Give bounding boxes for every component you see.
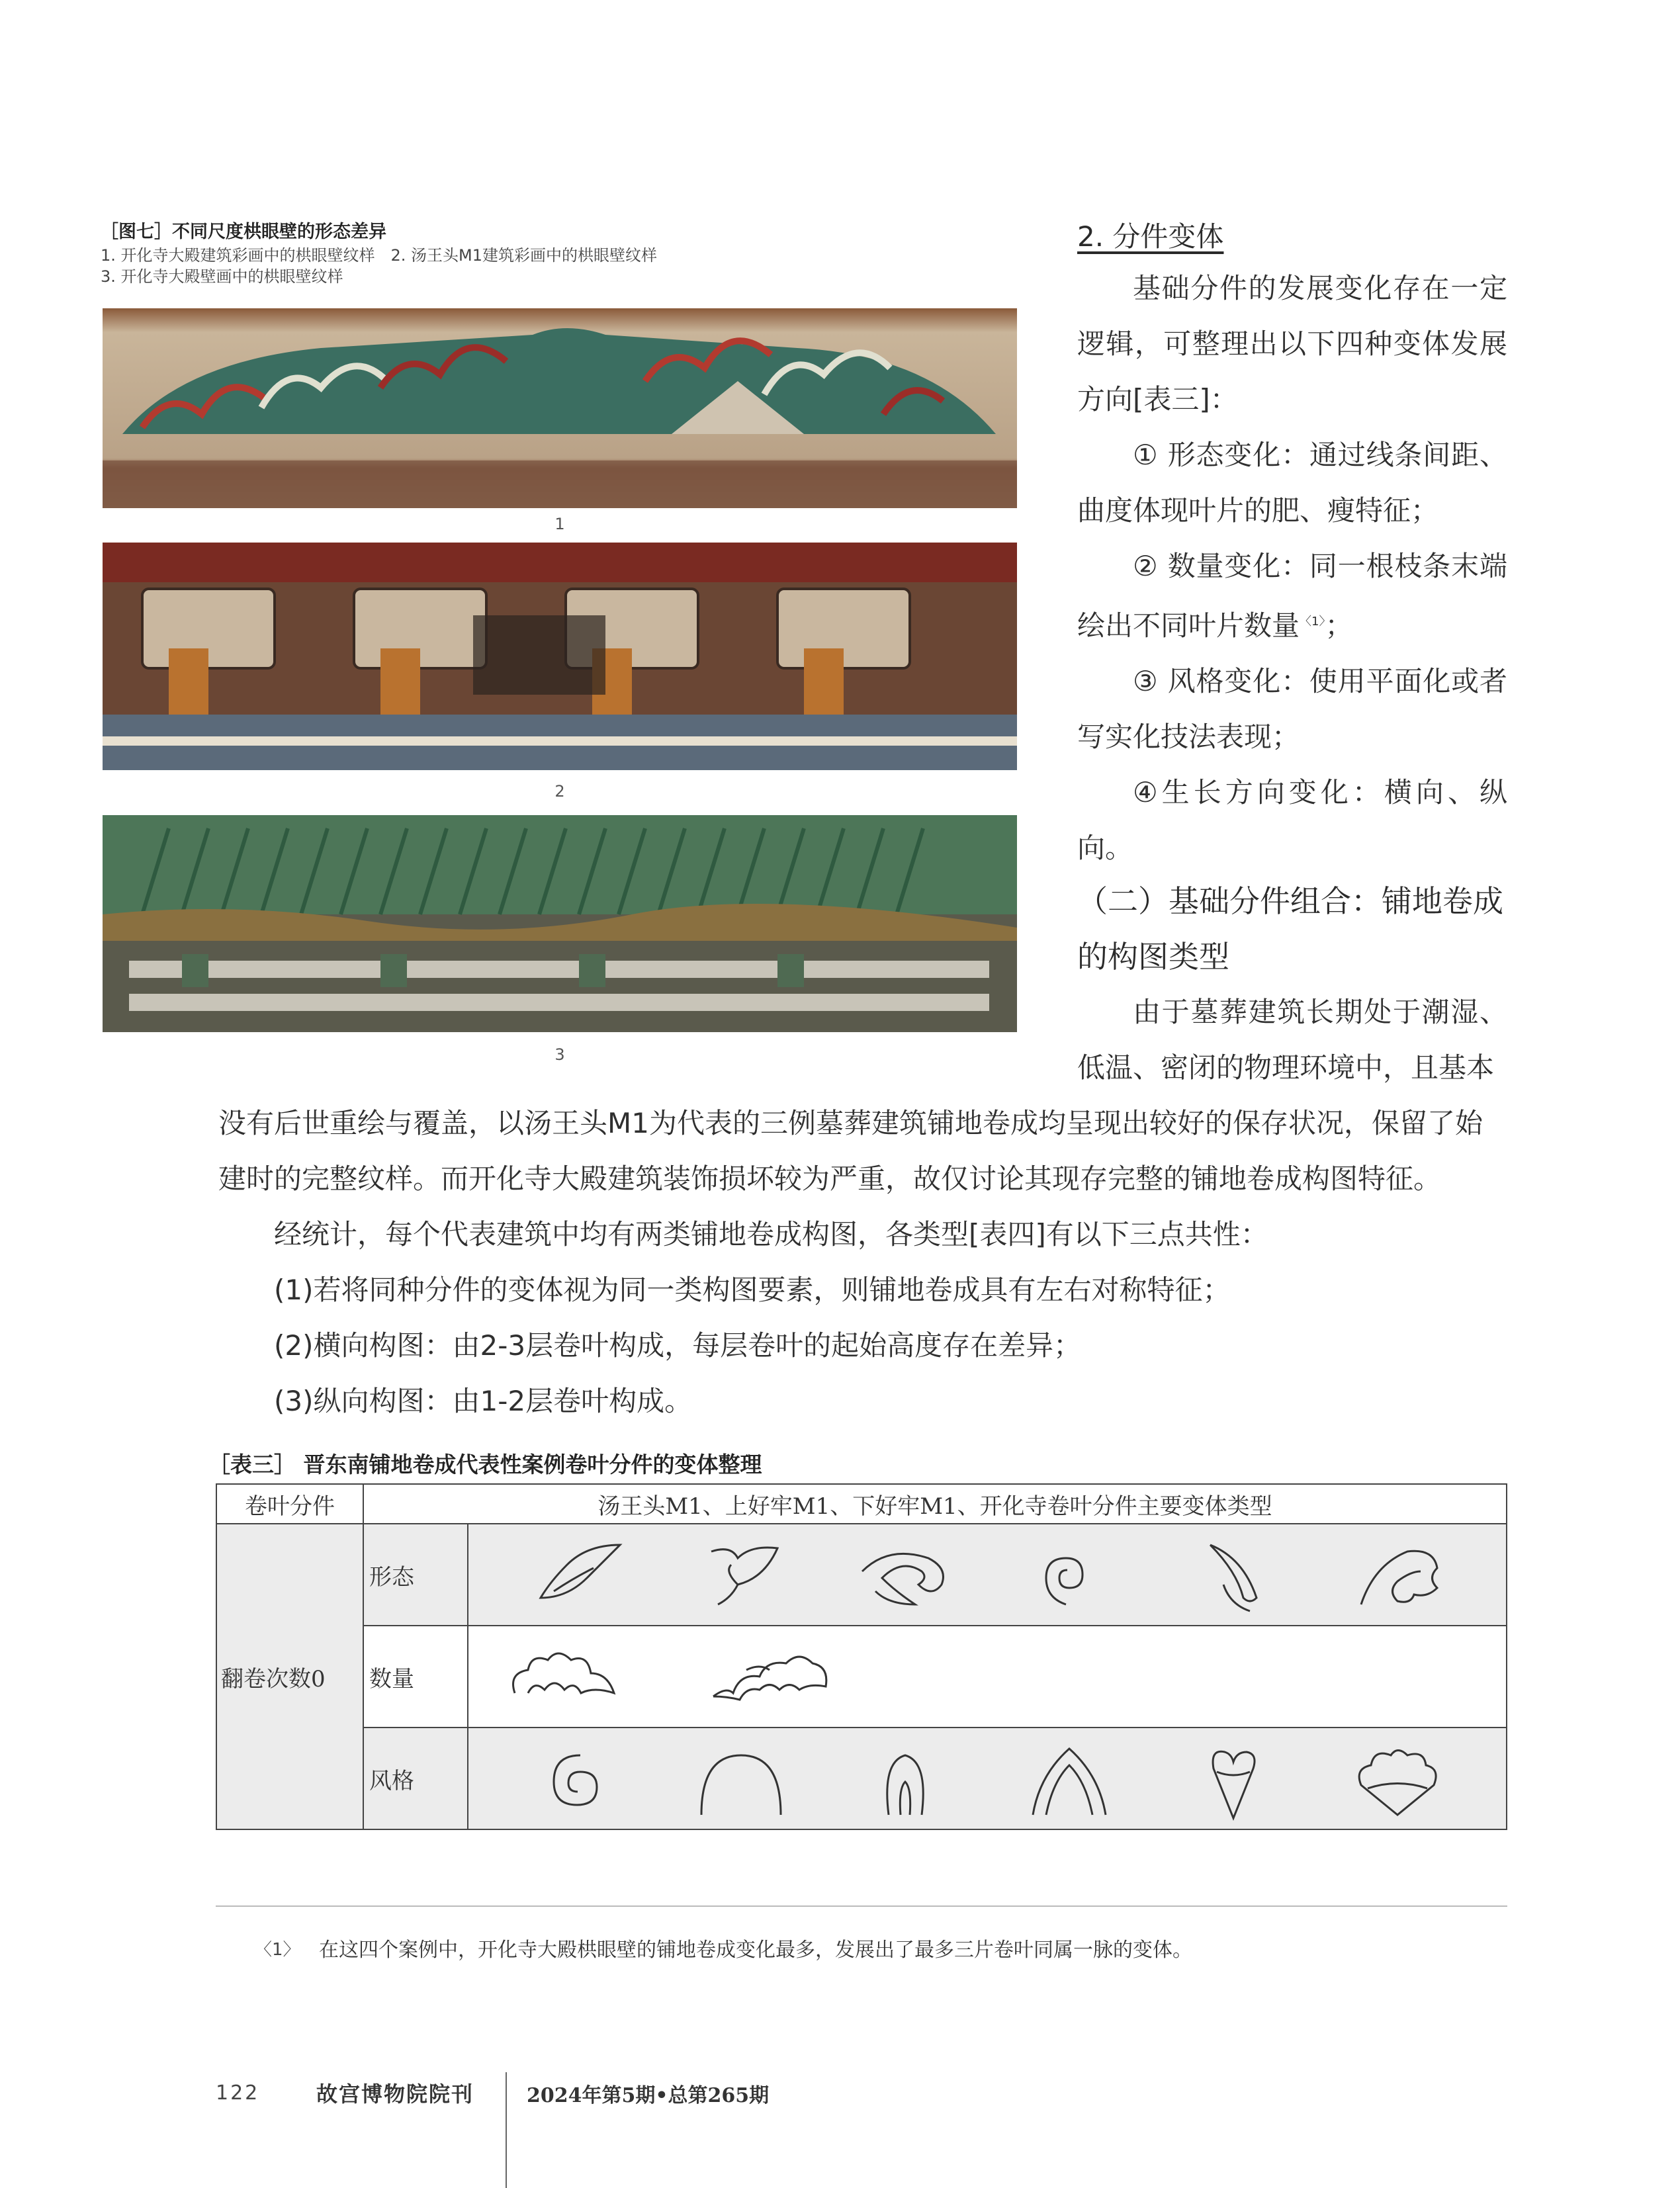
paragraph: ① 形态变化：通过线条间距、曲度体现叶片的肥、瘦特征；	[1077, 439, 1507, 527]
figure-photo-3	[103, 815, 1017, 1032]
photo-number: 1	[554, 515, 565, 533]
punctuation: ；	[1325, 609, 1353, 642]
icons-row	[468, 1524, 1506, 1625]
photo-number: 2	[554, 782, 565, 801]
arc-icon	[691, 1735, 791, 1821]
footnote-text: 在这四个案例中，开化寺大殿栱眼壁的铺地卷成变化最多，发展出了最多三片卷叶同属一脉的变体。	[319, 1939, 1192, 1962]
subsection-lead	[1077, 985, 1507, 1096]
spiral-icon	[1020, 1532, 1119, 1618]
table-caption: ［表三］ 晋东南铺地卷成代表性案例卷叶分件的变体整理	[208, 1452, 762, 1477]
pointed-arch-icon	[1020, 1735, 1119, 1821]
table-header-cell: 卷叶分件	[216, 1484, 363, 1524]
figure-caption-line: 3. 开化寺大殿壁画中的栱眼壁纹样	[101, 267, 343, 286]
footnote-reference[interactable]: 〈1〉	[1300, 615, 1325, 629]
row-label: 数量	[363, 1626, 468, 1728]
paragraph: ④生长方向变化：横向、纵向。	[1077, 776, 1507, 864]
wave-leaf-icon	[856, 1532, 955, 1618]
journal-name: 故宫博物院院刊	[316, 2081, 474, 2107]
cloud-leaf-icon	[508, 1634, 621, 1720]
row-label: 风格	[363, 1728, 468, 1829]
table-row	[216, 1626, 1507, 1728]
variant-table	[216, 1483, 1507, 1830]
table-row	[216, 1524, 1507, 1626]
table-header-row	[216, 1484, 1507, 1524]
icons-row	[468, 1728, 1506, 1829]
photo-number: 3	[554, 1045, 565, 1064]
body-text	[218, 1096, 1509, 1429]
group-label: 翻卷次数0	[216, 1524, 363, 1829]
paragraph-text: ② 数量变化：同一根枝条末端绘出不同叶片数量	[1077, 550, 1507, 642]
paragraph: 经统计，每个代表建筑中均有两类铺地卷成构图，各类型[表四]有以下三点共性：	[274, 1218, 1268, 1250]
icons-row	[468, 1626, 1506, 1727]
page-number: 122	[216, 2081, 260, 2105]
flower-leaf-icon	[1348, 1532, 1447, 1618]
heart-icon	[1348, 1735, 1447, 1821]
figure-title: ［图七］不同尺度栱眼壁的形态差异	[101, 222, 386, 242]
footer-divider	[506, 2072, 507, 2188]
bud-icon	[856, 1735, 955, 1821]
paragraph: 没有后世重绘与覆盖，以汤王头M1为代表的三例墓葬建筑铺地卷成均呈现出较好的保存状况，保留了始建时的完整纹样。而开化寺大殿建筑装饰损坏较为严重，故仅讨论其现存完整的铺地卷成构图特征。	[218, 1107, 1483, 1195]
figure-photo-1	[103, 308, 1017, 508]
paragraph: ③ 风格变化：使用平面化或者写实化技法表现；	[1077, 665, 1507, 753]
paragraph: 基础分件的发展变化存在一定逻辑，可整理出以下四种变体发展方向[表三]：	[1077, 272, 1507, 416]
issue-info: 2024年第5期•总第265期	[527, 2084, 770, 2107]
section-heading: 2. 分件变体	[1077, 220, 1224, 253]
list-item: (1)若将同种分件的变体视为同一类构图要素，则铺地卷成具有左右对称特征；	[274, 1274, 1231, 1306]
paragraph: 由于墓葬建筑长期处于潮湿、低温、密闭的物理环境中，且基本	[1077, 996, 1507, 1084]
section-body	[1077, 261, 1507, 876]
table-row	[216, 1728, 1507, 1829]
leaf-shape-icon	[527, 1532, 627, 1618]
icon-cell	[468, 1524, 1507, 1626]
cone-heart-icon	[1184, 1735, 1283, 1821]
list-item: (3)纵向构图：由1-2层卷叶构成。	[274, 1385, 693, 1417]
icon-cell	[468, 1626, 1507, 1728]
cloud-leaf-double-icon	[707, 1634, 832, 1720]
leaf-curl-icon	[691, 1532, 791, 1618]
figure-photo-2	[103, 543, 1017, 770]
paragraph	[1077, 539, 1507, 654]
list-item: (2)横向构图：由2-3层卷叶构成，每层卷叶的起始高度存在差异；	[274, 1329, 1082, 1362]
icon-cell	[468, 1728, 1507, 1829]
footnote-marker: 〈1〉	[255, 1940, 300, 1960]
table-header-cell: 汤王头M1、上好牢M1、下好牢M1、开化寺卷叶分件主要变体类型	[363, 1484, 1507, 1524]
spiral-simple-icon	[527, 1735, 627, 1821]
stroke-icon	[1184, 1532, 1283, 1618]
footnote-divider	[216, 1905, 1507, 1907]
row-label: 形态	[363, 1524, 468, 1626]
figure-caption-line: 1. 开化寺大殿建筑彩画中的栱眼壁纹样 2. 汤王头M1建筑彩画中的栱眼壁纹样	[101, 246, 658, 265]
subsection-heading: （二）基础分件组合：铺地卷成的构图类型	[1077, 883, 1503, 975]
